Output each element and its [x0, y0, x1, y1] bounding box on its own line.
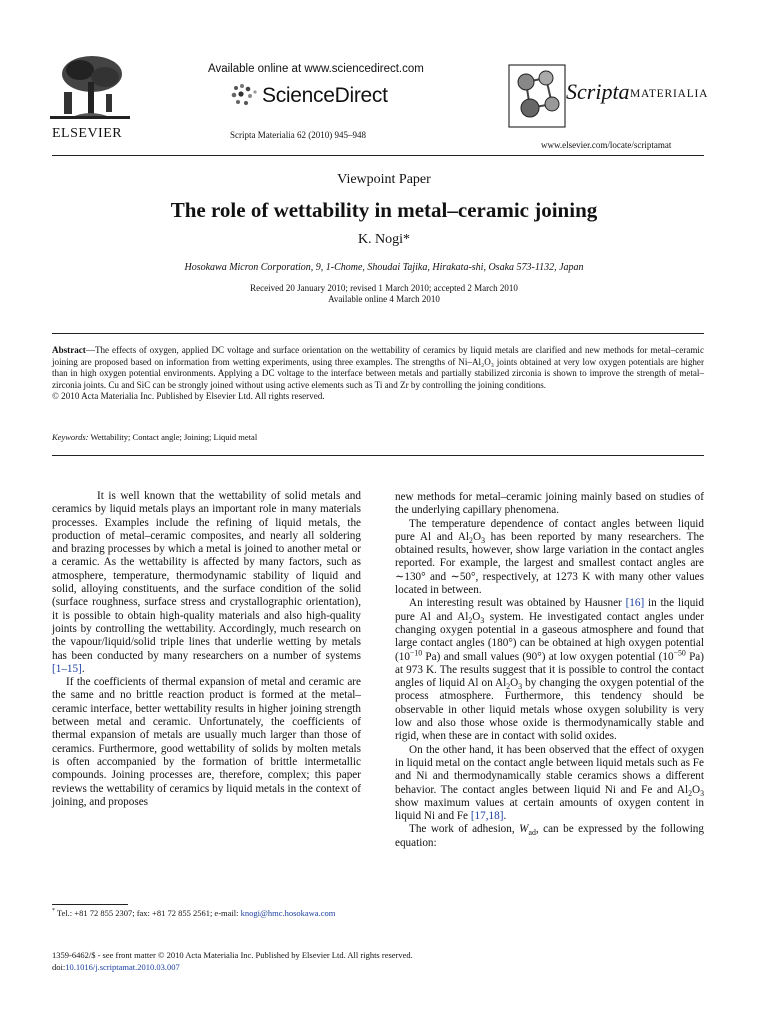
ref-link-16[interactable]: [16] [625, 597, 645, 610]
journal-reference: Scripta Materialia 62 (2010) 945–948 [230, 130, 366, 140]
elsevier-tree-logo [50, 52, 130, 126]
abstract-top-divider [52, 333, 704, 334]
article-dates [0, 283, 768, 305]
keywords-list: Wettability; Contact angle; Joining; Liquid metal [88, 432, 258, 442]
publisher-name: ELSEVIER [52, 126, 123, 141]
paragraph-3: The temperature dependence of contact angles between liquid pure Al and $Al_2O_3$ has been reported by many researchers. The obtained results, however, show large variation in the contact angles reported. For example, the largest and smallest contact angles are ∼130° and ∼50°, respectively, at 1273 K with many other values located in between. [395, 517, 704, 597]
abstract-bottom-divider [52, 455, 704, 456]
keywords [52, 432, 257, 442]
abstract-text: —The effects of oxygen, applied DC voltage and surface orientation on the wettability of ceramics by liquid metals are clarified and new methods for metal–ceramic joining are proposed based on information from wetting experiments, using three examples. The strengths of Ni–Al₂O₃ joints obtained at very low oxygen potentials are higher than in high oxygen potential environments. Applying a DC voltage to the interface between metals and partially stabilized zirconia is shown to improve the strength of metal–zirconia joints. Cu and SiC can be strongly joined without using active elements such as Ti and Zr by controlling the joining conditions. [52, 345, 704, 390]
journal-url: www.elsevier.com/locate/scriptamat [541, 140, 672, 150]
keywords-label: Keywords: [52, 432, 89, 442]
article-author: K. Nogi* [357, 232, 411, 247]
paragraph-1: It is well known that the wettability of solid metals and ceramics by liquid metals plays an important role in many materials processes. Examples include the refining of liquid metals, the production of metal–ceramic composites, and nearly all soldering and brazing processes by which a metal is joined to another metal or a ceramic. As the wettability is affected by many factors, such as atmosphere, temperature, thermodynamic stability of liquid and solid, alloying constituents, and the surface condition of the solid (surface roughness, surface stress and crystallographic orientation), it is possible to obtain high-quality materials and also high-quality joints by controlling the wettability. Accordingly, much research on the vapour/liquid/solid triple lines that underlie wetting by metals has been conducted by many researchers on a number of systems [1–15]. [52, 490, 361, 675]
copyright: © 2010 Acta Materialia Inc. Published by Elsevier Ltd. All rights reserved. [52, 391, 325, 402]
scripta-molecule-logo [508, 64, 566, 128]
author-footnote: * Tel.: +81 72 855 2307; fax: +81 72 855 2561; e-mail: knogi@hmc.hosokawa.com [52, 908, 336, 918]
available-date: Available online 4 March 2010 [328, 294, 440, 304]
abstract-label: Abstract [52, 345, 86, 355]
paragraph-2-continued: new methods for metal–ceramic joining mainly based on studies of the underlying capillary phenomena. [395, 491, 704, 517]
header-divider [52, 155, 704, 156]
doi-link[interactable]: 10.1016/j.scriptamat.2010.03.007 [65, 962, 180, 972]
author-email-link[interactable]: knogi@hmc.hosokawa.com [240, 908, 336, 918]
article-type: Viewpoint Paper [337, 172, 431, 187]
paragraph-6: The work of adhesion, $W_{ad}$, can be expressed by the following equation: [395, 823, 704, 849]
body-column-left [52, 490, 361, 809]
received-dates: Received 20 January 2010; revised 1 March 2010; accepted 2 March 2010 [250, 283, 518, 293]
ref-link-17-18[interactable]: [17,18] [470, 810, 504, 823]
abstract [52, 345, 704, 403]
paragraph-5: On the other hand, it has been observed that the effect of oxygen in liquid metal on the contact angle between liquid metals such as Fe and Ni and thermodynamically stable ceramics shows a different behavior. The contact angles between liquid Ni and Fe and $Al_2O_3$ show maximum values at certain amounts of oxygen content in liquid Ni and Fe [17,18]. [395, 743, 704, 823]
journal-logo-script: Scripta [566, 79, 630, 104]
paragraph-2: If the coefficients of thermal expansion of metal and ceramic are the same and no brittle reaction product is formed at the metal–ceramic interface, better wettability results in higher joining strength between metal and ceramic. Unfortunately, the coefficients of thermal expansion of metals are usually much larger than those of ceramics. Furthermore, good wettability of solids by molten metals is often accompanied by the formation of brittle intermetallic compounds. Joining processes are, therefore, complex; this paper reviews the wettability of ceramics by liquid metals in the context of joining, and proposes [52, 676, 361, 808]
sciencedirect-logo-text: ScienceDirect [262, 84, 388, 107]
footnote-divider [52, 904, 128, 905]
paragraph-4: An interesting result was obtained by Hausner [16] in the liquid pure Al and $Al_2O_3$ system. He investigated contact angles under changing oxygen potential in a gaseous atmosphere and found that large contact angles (180°) can be obtained at high oxygen potential ($10^{-10}$ Pa) and small values (90°) at low oxygen potential ($10^{-50}$ Pa) at 973 K. The results suggest that it is possible to control the contact angles of liquid Al on $Al_2O_3$ by changing the oxygen potential of the process atmosphere. Furthermore, this tendency should be observable in other liquid metals whose oxygen solubility is very low and also those whose oxide is thermodynamically stable and rigid, when these are in contact with solid oxides. [395, 597, 704, 743]
ref-link-1-15[interactable]: [1–15] [52, 662, 82, 675]
body-column-right [395, 491, 704, 850]
available-online-text: Available online at www.sciencedirect.com [208, 63, 424, 75]
front-matter-line: 1359-6462/$ - see front matter © 2010 Acta Materialia Inc. Published by Elsevier Ltd. All rights reserved. [52, 950, 413, 960]
doi-line: doi:10.1016/j.scriptamat.2010.03.007 [52, 962, 180, 972]
sciencedirect-dots-icon [228, 82, 260, 108]
author-affiliation: Hosokawa Micron Corporation, 9, 1-Chome, Shoudai Tajika, Hirakata-shi, Osaka 573-1132, Japan [184, 262, 584, 273]
article-title: The role of wettability in metal–ceramic joining [170, 198, 598, 222]
journal-logo-materialia: MATERIALIA [630, 88, 709, 100]
